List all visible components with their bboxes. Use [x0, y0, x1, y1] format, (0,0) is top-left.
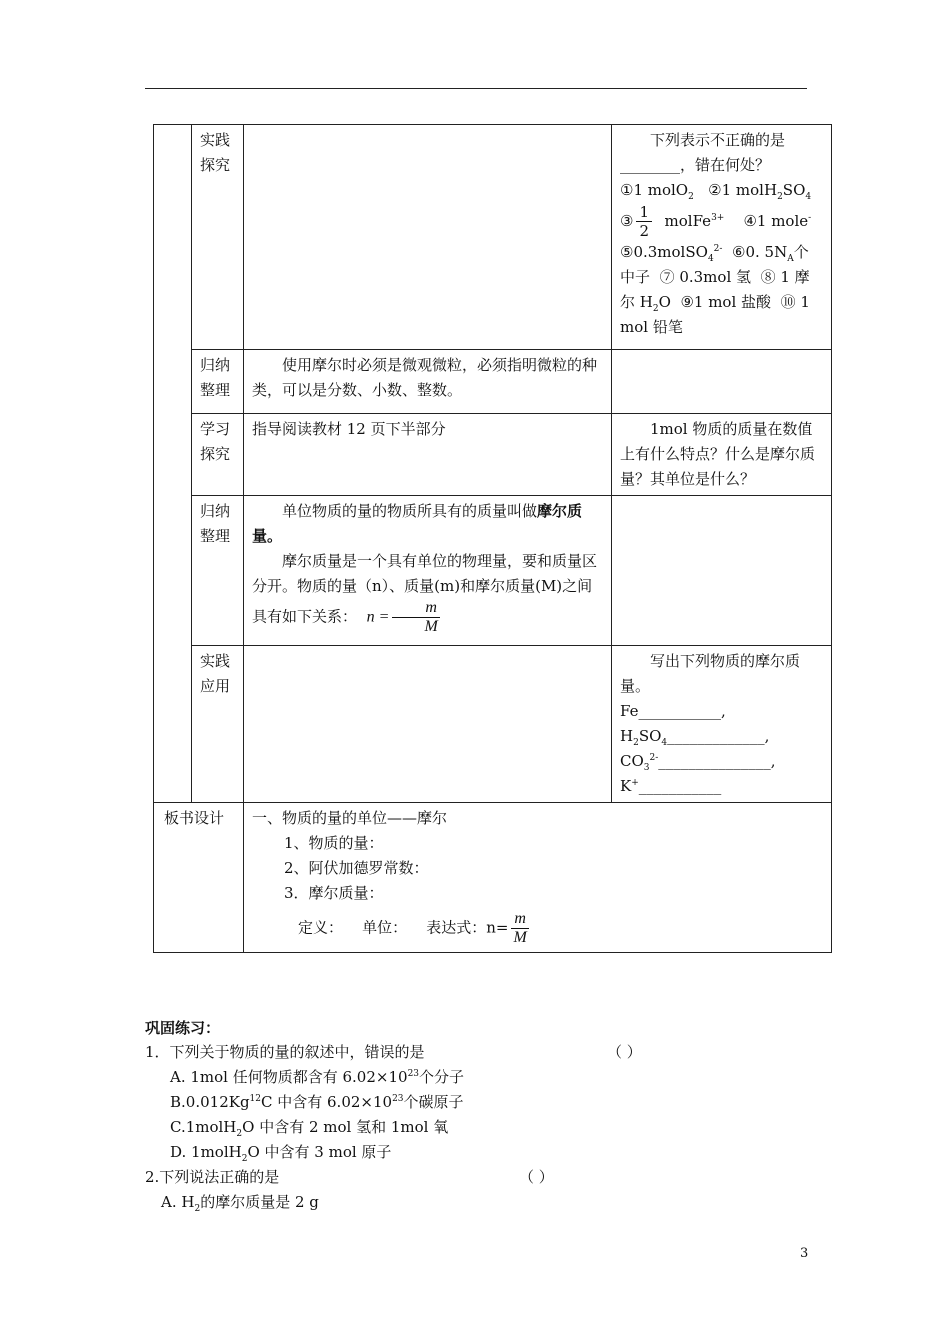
blank-column	[154, 125, 192, 803]
option: B.0.012Kg$^{12}$C 中含有 $6.02\times 10^{23}$个碳原子	[170, 1093, 464, 1111]
question-1: 1．下列关于物质的量的叙述中，错误的是	[145, 1043, 425, 1061]
row-left-content: 指导阅读教材 12 页下半部分	[244, 414, 612, 496]
table-row	[154, 414, 832, 496]
row-left-content: 单位物质的量的物质所具有的质量叫做摩尔质量。 摩尔质量是一个具有单位的物理量，要和质量区分开。物质的量（n）、质量(m)和摩尔质量(M)之间具有如下关系： n = $\frac{m}{M}$	[244, 496, 612, 646]
table-row	[154, 350, 832, 414]
row-left-content: 使用摩尔时必须是微观微粒，必须指明微粒的种类，可以是分数、小数、整数。	[244, 350, 612, 414]
question-2: 2.下列说法正确的是	[145, 1168, 280, 1186]
q-item: ⑤0.3molSO$_4^{2-}$ ⑥0. $5N_A$个中子 ⑦ 0.3mol 氢 ⑧ 1 摩尔 $H_2O$ ⑨1 mol 盐酸 ⑩ 1 mol 铅笔	[620, 243, 810, 336]
board-formula-fraction: $\frac{m}{M}$	[511, 910, 529, 947]
q-item: ①1 molO$_2$ ②1 $molH_2SO_4$	[620, 181, 812, 202]
row-left-content	[244, 646, 612, 803]
table-row	[154, 125, 832, 350]
option: A. $H_2$的摩尔质量是 2 g	[161, 1193, 319, 1214]
row-right-content	[612, 125, 832, 350]
formula: n =	[366, 608, 390, 626]
row-left-content	[244, 125, 612, 350]
exercise-title: 巩固练习：	[145, 1019, 221, 1037]
q-item: ③ $\frac{1}{2}$ molFe$^{3+}$ ④1 mole-	[620, 203, 812, 240]
row-right-content	[612, 496, 832, 646]
option: D. 1molH$_2$O 中含有 3 mol 原子	[170, 1143, 392, 1164]
board-content: 一、物质的量的单位——摩尔 1、物质的量： 2、阿伏加德罗常数： 3．摩尔质量： 定义： 单位： 表达式：n= $\frac{m}{M}$	[244, 803, 832, 953]
header-rule	[145, 88, 807, 89]
answer-bracket: （ ）	[519, 1168, 554, 1186]
answer-bracket: （ ）	[607, 1043, 642, 1061]
table-row	[154, 646, 832, 803]
question-intro: 下列表示不正确的是________，错在何处？	[620, 131, 786, 174]
row-label: 归纳整理	[192, 496, 244, 646]
page-number: 3	[800, 1246, 809, 1261]
row-right-content: 写出下列物质的摩尔质量。 Fe___________, $H_2SO_4\_\_\_\_\_\_\_\_\_\_\_\_\_$, $CO_3^{2-}\_\_\_\_\_\_\_\_\_\_\_\_\_\_\_$, K+___________	[612, 646, 832, 803]
row-label: 实践应用	[192, 646, 244, 803]
option: C.1molH$_2$O 中含有 2 mol 氢和 1mol 氧	[170, 1118, 449, 1139]
lesson-table	[153, 124, 832, 953]
row-label: 归纳整理	[192, 350, 244, 414]
row-label: 实践探究	[192, 125, 244, 350]
table-row	[154, 496, 832, 646]
table-row	[154, 803, 832, 953]
row-label: 学习探究	[192, 414, 244, 496]
board-label: 板书设计	[154, 803, 244, 953]
term-molar-mass: 摩尔质量。	[252, 502, 583, 545]
row-right-content	[612, 350, 832, 414]
formula-fraction: $\frac{m}{M}$	[392, 599, 440, 636]
row-right-content: 1mol 物质的质量在数值上有什么特点？什么是摩尔质量？其单位是什么？	[612, 414, 832, 496]
option: A. 1mol 任何物质都含有 $6.02\times 10^{23}$个分子	[170, 1068, 465, 1086]
